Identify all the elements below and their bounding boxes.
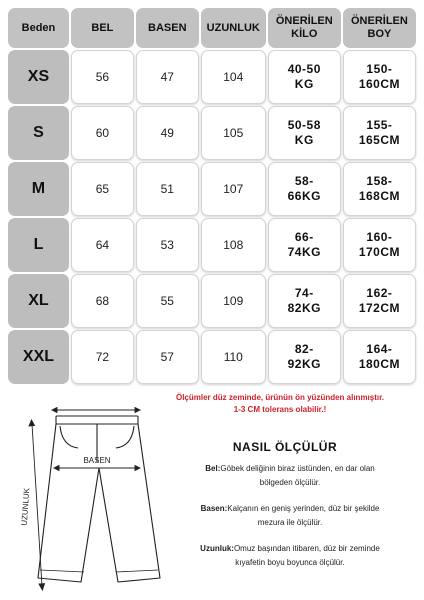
header-kilo: [268, 8, 341, 48]
basen-cell: 55: [136, 274, 199, 328]
basen-cell: 57: [136, 330, 199, 384]
header-bel: [71, 8, 134, 48]
bel-cell: 60: [71, 106, 134, 160]
size-cell: M: [8, 162, 69, 216]
size-cell: XS: [8, 50, 69, 104]
uzunluk-description: [160, 542, 420, 570]
uzunluk-cell: 104: [201, 50, 266, 104]
basen-label: BASEN: [83, 456, 111, 465]
header-label: ÖNERİLEN KİLO: [275, 15, 333, 40]
basen-text-1: Kalçanın en geniş yerinden, düz bir şekilde: [227, 504, 380, 513]
basen-description: [160, 502, 420, 530]
measurement-note: [140, 392, 420, 416]
kilo-cell: 74- 82KG: [268, 274, 341, 328]
header-label: ÖNERİLEN BOY: [351, 15, 408, 40]
uzunluk-cell: 105: [201, 106, 266, 160]
uzunluk-label: UZUNLUK: [19, 487, 32, 526]
trousers-measurement-diagram: [8, 402, 168, 598]
header-boy: [343, 8, 416, 48]
table-row: [8, 106, 416, 160]
trousers-illustration: [8, 402, 168, 598]
table-row: [8, 330, 416, 384]
table-row: [8, 274, 416, 328]
bel-cell: 65: [71, 162, 134, 216]
uzunluk-cell: 110: [201, 330, 266, 384]
note-line-2: 1-3 CM tolerans olabilir.!: [233, 405, 327, 414]
basen-cell: 49: [136, 106, 199, 160]
size-cell: XXL: [8, 330, 69, 384]
table-header-row: [8, 8, 416, 48]
kilo-cell: 40-50 KG: [268, 50, 341, 104]
table-row: [8, 50, 416, 104]
bel-cell: 72: [71, 330, 134, 384]
size-cell: S: [8, 106, 69, 160]
header-beden: [8, 8, 69, 48]
boy-cell: 158- 168CM: [343, 162, 416, 216]
bel-text-1: Göbek deliğinin biraz üstünden, en dar olan: [220, 464, 375, 473]
table-row: [8, 218, 416, 272]
header-label: UZUNLUK: [206, 21, 260, 34]
bel-text-2: bölgeden ölçülür.: [259, 478, 321, 487]
boy-cell: 160- 170CM: [343, 218, 416, 272]
uzunluk-cell: 107: [201, 162, 266, 216]
boy-cell: 162- 172CM: [343, 274, 416, 328]
header-label: BEL: [91, 21, 114, 34]
basen-cell: 47: [136, 50, 199, 104]
header-uzunluk: [201, 8, 266, 48]
basen-cell: 51: [136, 162, 199, 216]
kilo-cell: 66- 74KG: [268, 218, 341, 272]
bel-cell: 68: [71, 274, 134, 328]
uzunluk-cell: 109: [201, 274, 266, 328]
how-to-measure-title: NASIL ÖLÇÜLÜR: [232, 440, 338, 454]
uzunluk-cell: 108: [201, 218, 266, 272]
basen-cell: 53: [136, 218, 199, 272]
uzunluk-text-1: Omuz başından itibaren, düz bir zeminde: [233, 544, 380, 553]
bel-cell: 56: [71, 50, 134, 104]
waist-arrow: [52, 408, 140, 413]
boy-cell: 164- 180CM: [343, 330, 416, 384]
size-chart-table: [6, 6, 418, 386]
header-label: Beden: [21, 21, 56, 34]
header-label: BASEN: [148, 21, 187, 34]
note-line-1: Ölçümler düz zeminde, ürünün ön yüzünden alınmıştır.: [175, 393, 385, 402]
size-cell: L: [8, 218, 69, 272]
bel-cell: 64: [71, 218, 134, 272]
trousers-outline: [38, 416, 160, 582]
boy-cell: 150- 160CM: [343, 50, 416, 104]
kilo-cell: 58- 66KG: [268, 162, 341, 216]
table-row: [8, 162, 416, 216]
bel-term: Bel:: [205, 464, 221, 473]
boy-cell: 155- 165CM: [343, 106, 416, 160]
uzunluk-term: Uzunluk:: [200, 544, 234, 553]
kilo-cell: 50-58 KG: [268, 106, 341, 160]
bel-description: [160, 462, 420, 490]
basen-text-2: mezura ile ölçülür.: [257, 518, 323, 527]
header-basen: [136, 8, 199, 48]
size-cell: XL: [8, 274, 69, 328]
kilo-cell: 82- 92KG: [268, 330, 341, 384]
uzunluk-text-2: kıyafetin boyu boyunca ölçülür.: [235, 558, 345, 567]
basen-term: Basen:: [200, 504, 228, 513]
